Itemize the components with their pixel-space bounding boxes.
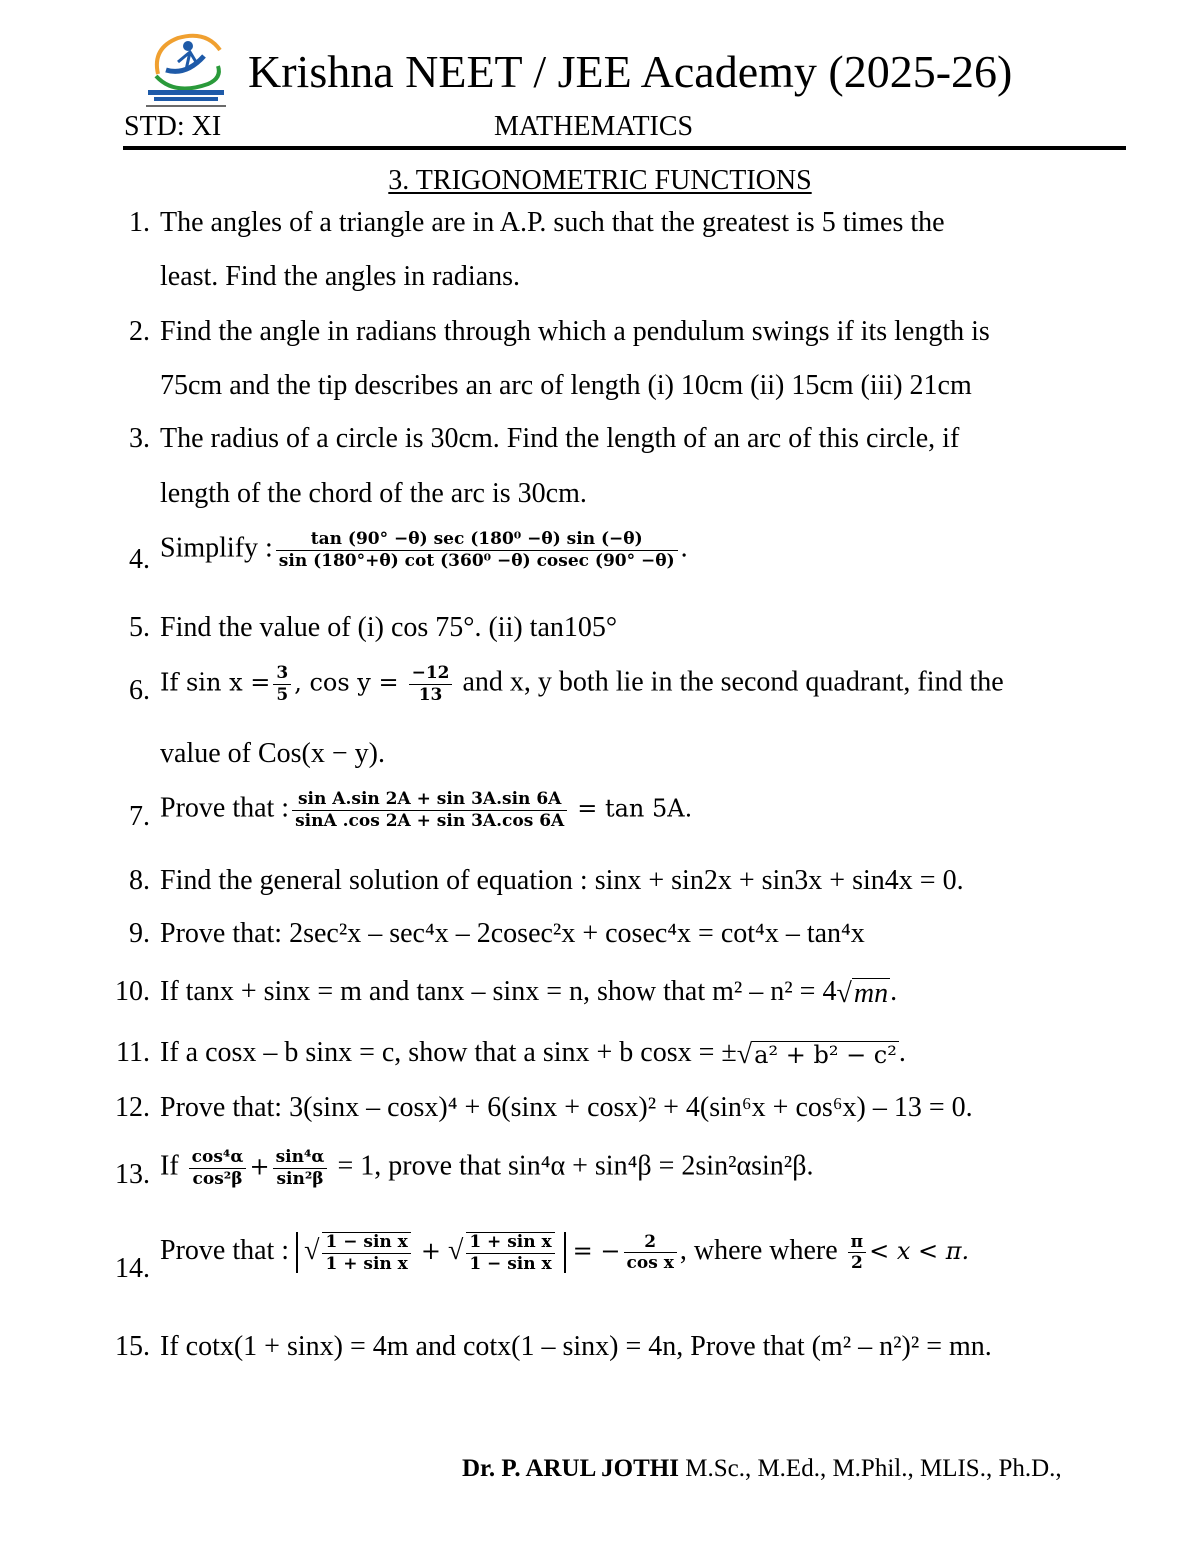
absolute-value (296, 1232, 566, 1273)
question-text: If sin x = (160, 668, 271, 697)
fraction-denominator: sinA .cos 2A + sin 3A.cos 6A (295, 810, 565, 831)
author-degrees: M.Sc., M.Ed., M.Phil., MLIS., Ph.D., (678, 1455, 1062, 1482)
question-1-line2: least. Find the angles in radians. (160, 261, 521, 292)
fraction-denominator: 1 − sin x (469, 1253, 552, 1274)
question-number: 5. (129, 612, 150, 643)
question-2-line1: Find the angle in radians through which a pendulum swings if its length is (160, 316, 990, 347)
question-text: + (249, 1152, 270, 1181)
std-label: STD: XI (124, 111, 222, 142)
question-15: If cotx(1 + sinx) = 4m and cotx(1 – sinx) = 4n, Prove that (m² – n²)² = mn. (160, 1331, 992, 1362)
question-text: , cos y = (294, 668, 399, 697)
question-6-line2: value of Cos(x − y). (160, 738, 385, 769)
fraction-denominator: cos x (626, 1253, 674, 1274)
academy-logo-icon (138, 26, 234, 112)
fraction (624, 1233, 677, 1273)
question-number: 13. (115, 1159, 150, 1190)
question-3-line2: length of the chord of the arc is 30cm. (160, 478, 587, 509)
page-title: Krishna NEET / JEE Academy (2025-26) (248, 46, 1013, 97)
question-number: 7. (129, 801, 150, 832)
question-number: 8. (129, 865, 150, 896)
fraction-numerator: sin A.sin 2A + sin 3A.sin 6A (292, 790, 567, 811)
question-number: 15. (115, 1331, 150, 1362)
fraction (848, 1233, 866, 1273)
question-11 (160, 1036, 906, 1072)
question-number: 9. (129, 918, 150, 949)
radicand: a² + b² − c² (754, 1040, 897, 1069)
question-number: 1. (129, 207, 150, 238)
question-number: 2. (129, 316, 150, 347)
fraction (189, 1148, 247, 1188)
question-10 (160, 975, 897, 1011)
question-number: 6. (129, 675, 150, 706)
question-text: If (160, 1150, 179, 1182)
question-text: . (898, 1037, 906, 1068)
fraction (273, 664, 291, 704)
question-number: 11. (116, 1037, 150, 1068)
square-root: √mn (836, 977, 889, 1009)
question-2-line2: 75cm and the tip describes an arc of length (i) 10cm (ii) 15cm (iii) 21cm (160, 370, 972, 401)
question-text: + (420, 1237, 441, 1266)
square-root: √ $\frac{\text{1 + sin x}}{\text{1 − sin x}}$ (448, 1232, 558, 1273)
question-14 (160, 1232, 969, 1273)
fraction-numerator: sin⁴α (273, 1148, 328, 1169)
page-header (0, 0, 1200, 160)
subject-label: MATHEMATICS (494, 111, 694, 142)
fraction-numerator: 3 (273, 664, 291, 685)
question-text: < x < π. (869, 1237, 970, 1266)
fraction-denominator: cos²β (192, 1168, 243, 1189)
fraction (276, 530, 678, 570)
question-5: Find the value of (i) cos 75°. (ii) tan105° (160, 612, 618, 643)
fraction-numerator: −12 (409, 664, 453, 685)
question-text: Prove that : (160, 792, 290, 824)
fraction-numerator: tan (90° −θ) sec (180⁰ −θ) sin (−θ) (276, 530, 678, 551)
question-text: If tanx + sinx = m and tanx – sinx = n, show that m² – n² = 4 (160, 976, 837, 1007)
question-4 (160, 530, 688, 570)
question-text: . (680, 532, 688, 564)
question-6-line1 (160, 664, 1004, 704)
fraction-numerator: 1 − sin x (322, 1233, 410, 1254)
fraction-denominator: 5 (276, 684, 289, 705)
fraction-denominator: 1 + sin x (325, 1253, 408, 1274)
fraction-denominator: 13 (418, 684, 443, 705)
question-1-line1: The angles of a triangle are in A.P. such that the greatest is 5 times the (160, 207, 945, 238)
question-text: . (890, 976, 898, 1007)
question-9: Prove that: 2sec²x – sec⁴x – 2cosec²x + cosec⁴x = cot⁴x – tan⁴x (160, 918, 865, 949)
square-root: √a² + b² − c² (736, 1038, 897, 1070)
question-text: , where where (679, 1235, 838, 1267)
header-divider (123, 146, 1126, 150)
fraction-numerator: 1 + sin x (466, 1233, 554, 1254)
question-12: Prove that: 3(sinx – cosx)⁴ + 6(sinx + cosx)² + 4(sin⁶x + cos⁶x) – 13 = 0. (160, 1092, 973, 1123)
question-3-line1: The radius of a circle is 30cm. Find the length of an arc of this circle, if (160, 423, 960, 454)
radicand: mn (853, 977, 889, 1009)
question-number: 12. (115, 1092, 150, 1123)
question-text: Prove that : (160, 1235, 290, 1267)
author-name: Dr. P. ARUL JOTHI (462, 1455, 679, 1482)
fraction-denominator: sin²β (276, 1168, 324, 1189)
fraction (466, 1232, 554, 1273)
fraction-numerator: 2 (624, 1233, 677, 1254)
fraction-denominator: 2 (850, 1253, 863, 1274)
fraction (322, 1232, 410, 1273)
question-number: 14. (115, 1253, 150, 1284)
question-text: = tan 5A. (577, 794, 693, 823)
fraction (273, 1148, 328, 1188)
fraction-denominator: sin (180°+θ) cot (360⁰ −θ) cosec (90° −θ) (278, 550, 675, 571)
question-text: If a cosx – b sinx = c, show that a sinx + b cosx = ± (160, 1037, 737, 1068)
question-number: 3. (129, 423, 150, 454)
question-text: = − (572, 1237, 621, 1266)
question-7 (160, 790, 692, 830)
question-text: Simplify : (160, 532, 273, 564)
square-root: √ $\frac{\text{1 − sin x}}{\text{1 + sin x}}$ (304, 1232, 414, 1273)
author-credit (462, 1455, 1062, 1483)
fraction (292, 790, 567, 830)
fraction-numerator: cos⁴α (189, 1148, 247, 1169)
fraction (409, 664, 453, 704)
chapter-title: 3. TRIGONOMETRIC FUNCTIONS (388, 165, 812, 196)
question-number: 10. (115, 976, 150, 1007)
fraction-numerator: π (848, 1233, 866, 1254)
question-text: = 1, prove that sin⁴α + sin⁴β = 2sin²αsin²β. (337, 1150, 814, 1182)
question-13 (160, 1148, 813, 1188)
question-8: Find the general solution of equation : sinx + sin2x + sin3x + sin4x = 0. (160, 865, 964, 896)
question-number: 4. (129, 544, 150, 575)
question-text: and x, y both lie in the second quadrant, find the (462, 666, 1004, 698)
